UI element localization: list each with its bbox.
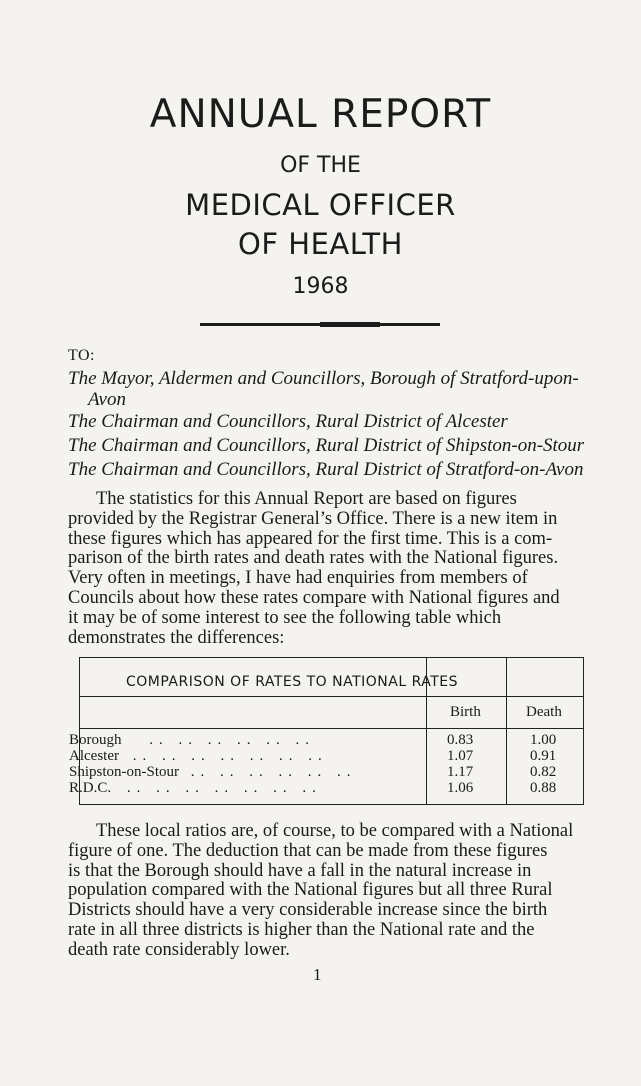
- title-line-of-the: OF THE: [280, 153, 361, 178]
- table-row-borough: [69, 732, 315, 749]
- table-bottom-border: [80, 804, 583, 805]
- borough-birth-rate: 0.83: [447, 732, 474, 748]
- paragraph-line: Councils about how these rates compare with National figures and: [68, 587, 560, 608]
- shipston-death-rate: 0.82: [530, 764, 557, 780]
- leader-dots: .. .. .. .. .. .. ..: [126, 780, 322, 796]
- paragraph-line: figure of one. The deduction that can be made from these figures: [68, 840, 548, 861]
- leader-dots: .. .. .. .. .. ..: [149, 732, 315, 748]
- table-divider-death: [506, 728, 507, 804]
- title-line-annual-report: ANNUAL REPORT: [149, 92, 492, 137]
- paragraph-line: rate in all three districts is higher than the National rate and the: [68, 919, 535, 940]
- intro-paragraph: [68, 490, 588, 648]
- row-label: Alcester: [69, 748, 119, 764]
- alcester-death-rate: 0.91: [530, 748, 557, 764]
- table-title: COMPARISON OF RATES TO NATIONAL RATES: [126, 674, 459, 690]
- paragraph-line: The statistics for this Annual Report are based on figures: [96, 489, 517, 509]
- table-column-header-row: [80, 696, 583, 729]
- borough-death-rate: 1.00: [530, 732, 557, 748]
- paragraph-line: Very often in meetings, I have had enquiries from members of: [68, 568, 528, 589]
- paragraph-line: population compared with the National figures but all three Rural: [68, 880, 553, 901]
- row-label: Borough: [69, 732, 122, 748]
- paragraph-line: these figures which has appeared for the first time. This is a com-: [68, 528, 553, 549]
- addressee-stratford: The Chairman and Councillors, Rural District of Stratford-on-Avon: [68, 459, 584, 480]
- salutation: TO:: [68, 347, 95, 364]
- addressee-shipston: The Chairman and Councillors, Rural District of Shipston-on-Stour: [68, 435, 585, 456]
- paragraph-line: is that the Borough should have a fall in the natural increase in: [68, 860, 532, 881]
- leader-dots: .. .. .. .. .. ..: [190, 764, 357, 780]
- table-row-shipston: [69, 764, 357, 781]
- paragraph-line: These local ratios are, of course, to be compared with a National: [96, 821, 574, 841]
- addressee-alcester: The Chairman and Councillors, Rural District of Alcester: [68, 411, 508, 432]
- rates-comparison-table: [69, 657, 584, 805]
- addressee-line: The Mayor, Aldermen and Councillors, Borough of Stratford-upon-: [68, 368, 579, 389]
- row-label: R.D.C.: [69, 780, 112, 796]
- paragraph-line: death rate considerably lower.: [68, 939, 290, 960]
- table-row-alcester: [69, 748, 328, 765]
- row-label: Shipston-on-Stour: [69, 764, 180, 780]
- title-line-of-health: OF HEALTH: [238, 227, 403, 261]
- paragraph-line: provided by the Registrar General’s Office. There is a new item in: [68, 508, 558, 529]
- table-divider-birth: [426, 658, 427, 804]
- shipston-birth-rate: 1.17: [447, 764, 474, 780]
- paragraph-line: demonstrates the differences:: [68, 627, 285, 648]
- title-divider: [200, 323, 440, 326]
- page-number: 1: [313, 965, 322, 984]
- addressee-line-continued: Avon: [88, 389, 126, 410]
- closing-paragraph: [68, 822, 588, 961]
- table-divider-death-top: [506, 658, 507, 728]
- column-header-death: Death: [526, 704, 562, 720]
- rdc-birth-rate: 1.06: [447, 780, 474, 796]
- paragraph-line: parison of the birth rates and death rates with the National figures.: [68, 548, 559, 569]
- paragraph-line: Districts should have a very considerable increase since the birth: [68, 900, 548, 921]
- column-header-birth: Birth: [450, 704, 481, 720]
- paragraph-line: it may be of some interest to see the following table which: [68, 607, 502, 628]
- rdc-death-rate: 0.88: [530, 780, 557, 796]
- addressee-borough: [68, 368, 588, 410]
- report-year: 1968: [292, 274, 349, 299]
- alcester-birth-rate: 1.07: [447, 748, 474, 764]
- table-row-rdc: [69, 780, 322, 797]
- title-line-medical-officer: MEDICAL OFFICER: [185, 188, 456, 222]
- leader-dots: .. .. .. .. .. .. ..: [132, 748, 328, 764]
